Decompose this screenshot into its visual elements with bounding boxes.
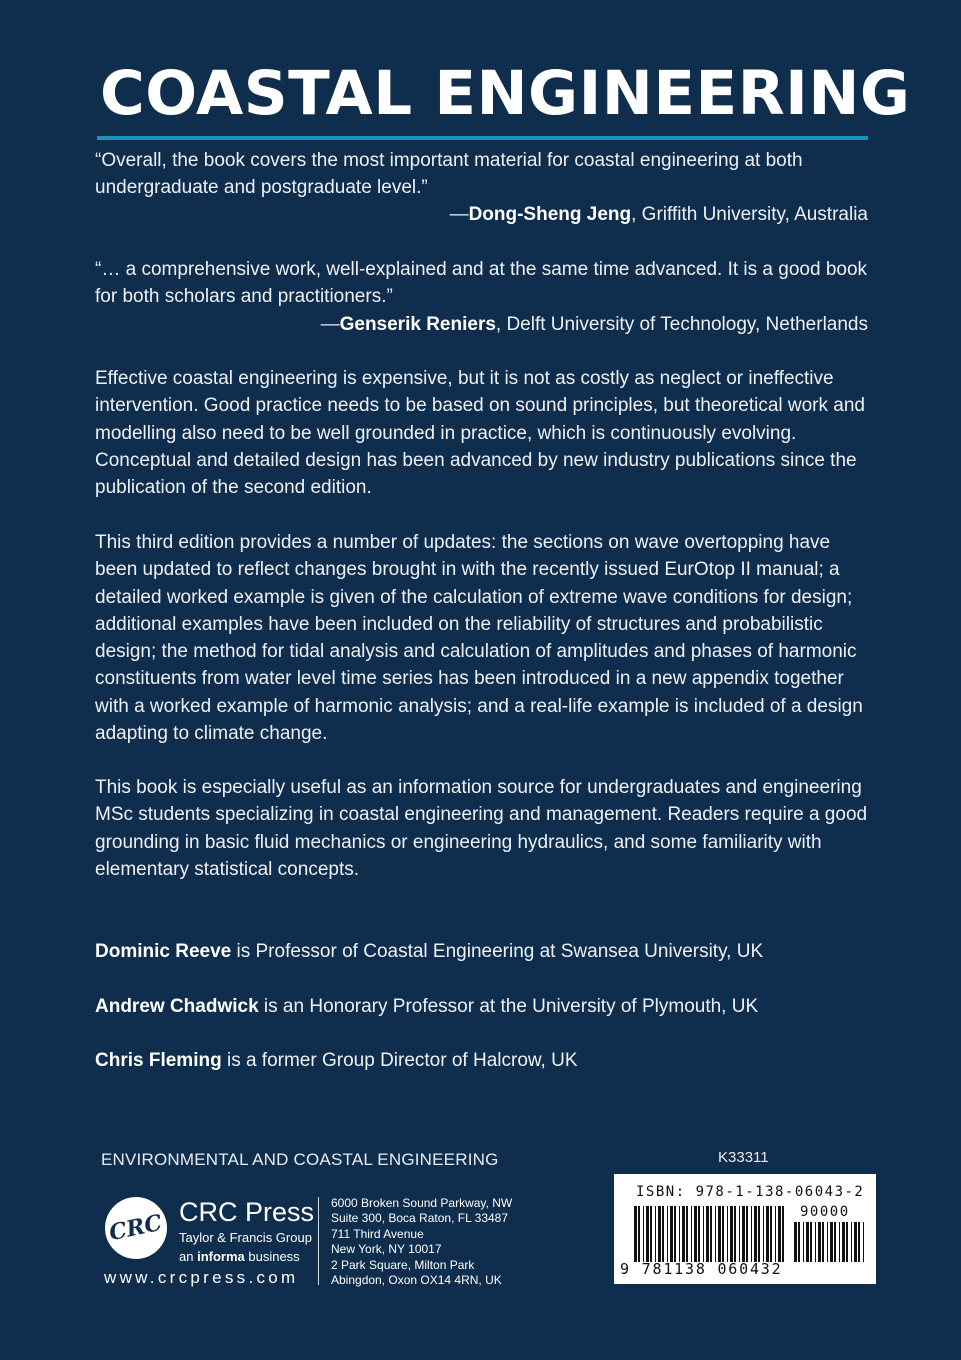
barcode-bar: [834, 1222, 836, 1262]
barcode-bar: [734, 1206, 736, 1262]
barcode-bar: [766, 1206, 769, 1262]
barcode-bar: [658, 1206, 661, 1262]
barcode-bar: [715, 1206, 716, 1262]
author-name-3: Chris Fleming: [95, 1050, 222, 1071]
reviewer-name-2: Genserik Reniers: [339, 314, 496, 335]
barcode-bar: [778, 1206, 781, 1262]
barcode-bar: [863, 1222, 864, 1262]
review-attribution-1: —Dong-Sheng Jeng, Griffith University, Australia: [449, 204, 868, 225]
barcode-bar: [842, 1222, 845, 1262]
barcode-bar: [775, 1206, 776, 1262]
barcode-bar: [698, 1206, 700, 1262]
barcode-bar: [830, 1222, 833, 1262]
barcode-bar: [798, 1222, 800, 1262]
author-bio-1: Dominic Reeve is Professor of Coastal Engineering at Swansea University, UK: [95, 941, 764, 962]
barcode-bar: [803, 1222, 804, 1262]
barcode-bar: [751, 1206, 752, 1262]
barcode-bar: [722, 1206, 724, 1262]
barcode-bar: [854, 1222, 857, 1262]
barcode-bar: [662, 1206, 664, 1262]
publisher-name: CRC Press: [179, 1197, 315, 1227]
barcode-bar: [730, 1206, 733, 1262]
barcode-bar: [758, 1206, 760, 1262]
barcode-bar: [818, 1222, 821, 1262]
barcode-bar: [739, 1206, 740, 1262]
barcode-bar: [643, 1206, 644, 1262]
publisher-brand: [179, 1197, 314, 1265]
barcode-bar: [822, 1222, 824, 1262]
isbn-number: ISBN: 978-1-138-06043-2: [636, 1184, 865, 1200]
barcode-bar: [686, 1206, 688, 1262]
barcode-bar: [810, 1222, 812, 1262]
crc-logo-text: CRC: [107, 1209, 165, 1247]
barcode-bar: [670, 1206, 673, 1262]
barcode-bar: [706, 1206, 709, 1262]
barcode-bar: [710, 1206, 712, 1262]
barcode-bar: [858, 1222, 860, 1262]
review-attribution-2: —Genserik Reniers, Delft University of Technology, Netherlands: [320, 314, 868, 335]
author-name-1: Dominic Reeve: [95, 941, 232, 962]
barcode-bar: [638, 1206, 640, 1262]
barcode-bar: [806, 1222, 809, 1262]
barcode-bar: [742, 1206, 745, 1262]
author-name-2: Andrew Chadwick: [95, 996, 259, 1017]
book-title: COASTAL ENGINEERING: [100, 58, 911, 129]
informa-business: an informa business: [179, 1249, 300, 1264]
barcode-bar: [682, 1206, 685, 1262]
barcode-bar: [851, 1222, 852, 1262]
publisher-addresses: 6000 Broken Sound Parkway, NW Suite 300, Boca Raton, FL 33487 711 Third Avenue New York, NY 10017 2 Park Square, Milton Park Abingdon, Oxon OX14 4RN, UK: [331, 1196, 513, 1287]
barcode-bar: [646, 1206, 649, 1262]
barcode-bar: [703, 1206, 704, 1262]
barcode-bar: [718, 1206, 721, 1262]
barcode-bar: [694, 1206, 697, 1262]
barcode-bar: [794, 1222, 797, 1262]
review-quote-1: “Overall, the book covers the most important material for coastal engineering at both undergraduate and postgraduate level.”: [95, 150, 803, 199]
barcode-bar: [667, 1206, 668, 1262]
barcode-bar: [634, 1206, 637, 1262]
crc-logo: [105, 1197, 167, 1259]
barcode-bar: [674, 1206, 676, 1262]
barcode-bar: [770, 1206, 772, 1262]
author-bio-3: Chris Fleming is a former Group Director of Halcrow, UK: [95, 1050, 578, 1071]
series-name: ENVIRONMENTAL AND COASTAL ENGINEERING: [101, 1150, 499, 1169]
barcode-bar: [782, 1206, 784, 1262]
address-divider: [318, 1197, 319, 1285]
barcode-bar: [655, 1206, 656, 1262]
price-code: 90000: [800, 1204, 850, 1220]
barcode-bar: [727, 1206, 728, 1262]
barcode-bar: [763, 1206, 764, 1262]
barcode-bar: [754, 1206, 757, 1262]
barcode-bar: [650, 1206, 652, 1262]
reviewer-name-1: Dong-Sheng Jeng: [468, 204, 632, 225]
author-bio-2: Andrew Chadwick is an Honorary Professor at the University of Plymouth, UK: [95, 996, 759, 1017]
barcode-bar: [839, 1222, 840, 1262]
barcode-label: [614, 1174, 876, 1284]
barcode-bar: [746, 1206, 748, 1262]
barcode-bar: [679, 1206, 680, 1262]
description-paragraph-1: Effective coastal engineering is expensive, but it is not as costly as neglect or ineffective intervention. Good practice needs to be based on sound principles, but theoretical work and modelling also need to be well grounded in practice, which is continuously evolving. Conceptual and detailed design has been advanced by new industry publications since the publication of the second edition.: [95, 368, 865, 499]
description-paragraph-2: This third edition provides a number of updates: the sections on wave overtopping have been updated to reflect changes brought in with the recently issued EurOtop II manual; a detailed worked example is given of the calculation of extreme wave conditions for design; additional examples have been included on the reliability of structures and probabilistic design; the method for tidal analysis and calculation of amplitudes and phases of harmonic constituents from water level time series has been introduced in a new appendix together with a worked example of harmonic analysis; and a real-life example is included of a design adapting to climate change.: [95, 532, 863, 745]
barcode-bar: [827, 1222, 828, 1262]
publisher-url[interactable]: www.crcpress.com: [104, 1268, 299, 1287]
description-paragraph-3: This book is especially useful as an information source for undergraduates and engineering MSc students specializing in coastal engineering and management. Readers require a good grounding in basic fluid mechanics or engineering hydraulics, and some familiarity with elementary statistical concepts.: [95, 777, 868, 880]
review-quote-2: “… a comprehensive work, well-explained and at the same time advanced. It is a good book for both scholars and practitioners.”: [95, 259, 868, 308]
barcode-bar: [846, 1222, 848, 1262]
ean-number: 9 781138 060432: [620, 1260, 783, 1278]
barcode-bar: [691, 1206, 692, 1262]
publisher-group: Taylor & Francis Group: [179, 1230, 312, 1245]
product-code: K33311: [718, 1149, 769, 1166]
title-underline: [97, 136, 868, 140]
barcode-bar: [815, 1222, 816, 1262]
